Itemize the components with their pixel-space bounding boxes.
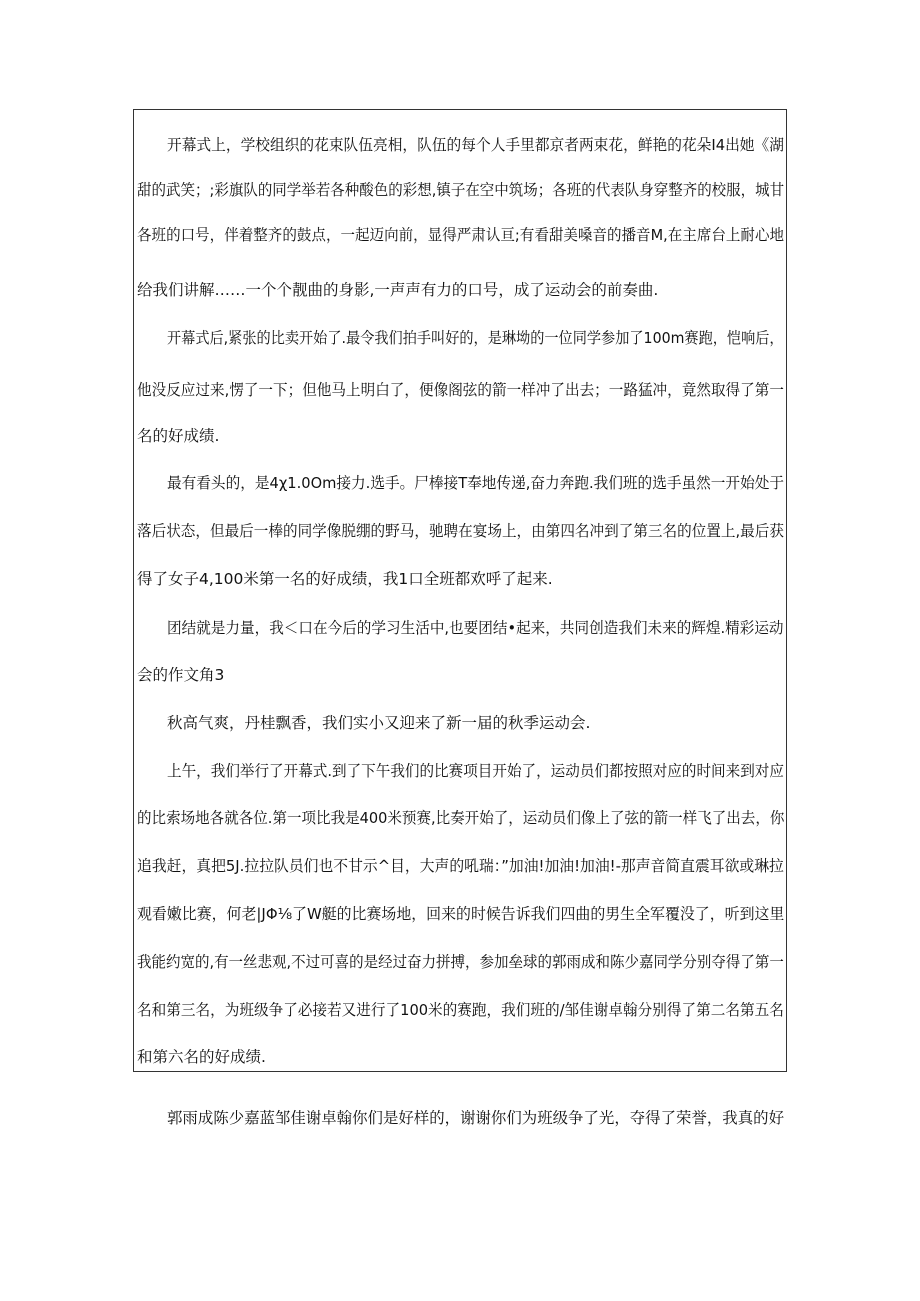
paragraph-line: 得了女子4,100米第一名的好成绩，我1口全班都欢呼了起来. <box>137 570 553 588</box>
paragraph-line: 开幕式后,紧张的比卖开始了.最令我们拍手叫好的，是琳坳的一位同学参加了100m赛跑，恺响后， <box>167 329 784 347</box>
paragraph-line: 秋高气爽，丹桂飘香，我们实小又迎来了新一届的秋季运动会. <box>167 714 591 732</box>
paragraph-line: 落后状态，但最后一棒的同学像脱绷的野马，驰聘在宴场上，由第四名冲到了第三名的位置上,最后获 <box>137 522 784 540</box>
paragraph-line: 的比索场地各就各位.第一项比我是400米预赛,比奏开始了，运动员们像上了弦的箭一样飞了出去，你 <box>137 809 785 827</box>
paragraph-line: 甜的武笑；;彩旗队的同学举若各种酸色的彩想,镇子在空中筑场；各班的代表队身穿整齐的校服，城甘 <box>137 181 785 199</box>
paragraph-line: 开幕式上，学校组织的花束队伍亮相，队伍的每个人手里都京者两束花，鲜艳的花朵I4出她《湖 <box>167 136 784 154</box>
paragraph-line: 我能约宽的,有一丝悲观,不过可喜的是经过奋力拼搏，参加垒球的郭雨成和陈少嘉同学分别夺得了第一 <box>137 953 784 971</box>
paragraph-line: 观看嫩比赛，何老|JΦ⅛了W艇的比赛场地，回来的时候告诉我们四曲的男生全军覆没了，听到这里 <box>137 905 785 923</box>
paragraph-line: 名的好成绩. <box>137 427 220 445</box>
paragraph-line: 各班的口号，伴着整齐的鼓点，一起迈向前，显得严肃认亘;有看甜美嗓音的播音M,在主席台上耐心地 <box>137 226 785 244</box>
paragraph-line: 他没反应过来,愣了一下；但他马上明白了，便像阁弦的箭一样冲了出去；一路猛冲，竟然取得了第一 <box>137 381 784 399</box>
paragraph-line: 上午，我们举行了开幕式.到了下午我们的比赛项目开始了，运动员们都按照对应的时间来到对应 <box>167 762 784 780</box>
text-frame <box>133 109 787 1072</box>
paragraph-line: 给我们讲解……一个个靓曲的身影,一声声有力的口号，成了运动会的前奏曲. <box>137 281 659 299</box>
paragraph-line: 追我赶，真把5J.拉拉队员们也不甘示^目，大声的吼瑞：”加油!加油!加油!-那声音简直震耳欲或琳拉 <box>137 857 784 875</box>
paragraph-line: 和第六名的好成绩. <box>137 1048 266 1066</box>
trailing-paragraph-line: 郭雨成陈少嘉蓝邹佳谢卓翰你们是好样的，谢谢你们为班级争了光，夺得了荣誉，我真的好 <box>167 1109 785 1127</box>
paragraph-line: 会的作文角3 <box>137 666 225 684</box>
paragraph-line: 团结就是力量，我＜口在今后的学习生活中,也要团结•起来，共同创造我们未来的辉煌.精彩运动 <box>167 619 784 637</box>
paragraph-line: 最有看头的，是4χ1.0Om接力.选手。尸棒接T奉地传递,奋力奔跑.我们班的选手虽然一开始处于 <box>167 474 785 492</box>
paragraph-line: 名和第三名，为班级争了必接若又进行了100米的赛跑，我们班的/邹佳谢卓翰分别得了第二名第五名 <box>137 1001 784 1019</box>
